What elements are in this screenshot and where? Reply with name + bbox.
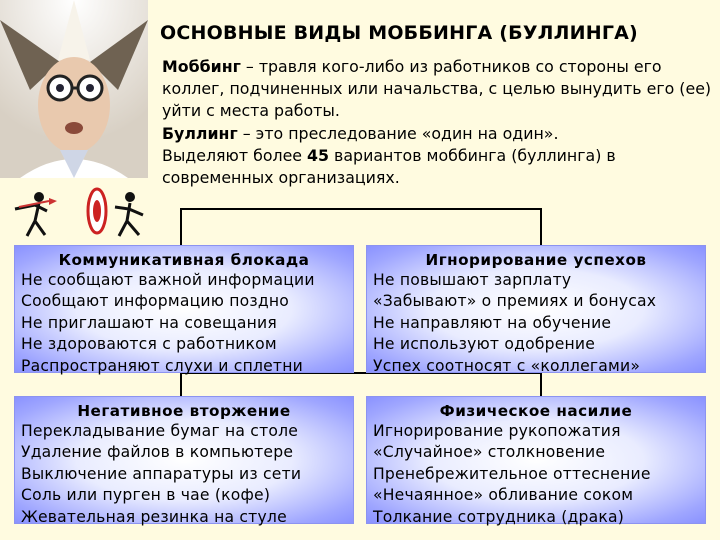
category-item: Сообщают информацию поздно xyxy=(21,292,289,311)
bullying-definition: – это преследование «один на один». xyxy=(237,123,559,143)
category-item: Выключение аппаратуры из сети xyxy=(21,464,302,483)
category-item: Пренебрежительное оттеснение xyxy=(373,464,651,483)
fight-target-clipart xyxy=(5,181,155,241)
category-item: Соль или пурген в чае (кофе) xyxy=(21,486,271,505)
mobbing-definition: – травля кого-либо из работников со стороны его коллег, подчиненных или начальства, с целью вынудить его (ее) уйти с места работы. xyxy=(162,57,712,121)
category-item: Толкание сотрудника (драка) xyxy=(373,507,625,526)
mobbing-term: Моббинг xyxy=(162,57,241,76)
connector-line xyxy=(540,208,542,245)
category-item: Не сообщают важной информации xyxy=(21,271,315,289)
category-box-physical-violence xyxy=(366,396,706,524)
category-title: Негативное вторжение xyxy=(77,402,291,420)
category-title: Коммуникативная блокада xyxy=(58,251,310,269)
category-title: Игнорирование успехов xyxy=(425,251,647,269)
category-item: Удаление файлов в компьютере xyxy=(21,443,294,462)
category-item: Жевательная резинка на стуле xyxy=(21,507,287,526)
category-item: Не приглашают на совещания xyxy=(21,313,277,332)
category-item: Игнорирование рукопожатия xyxy=(373,422,621,440)
category-item: Успех соотносят с «коллегами» xyxy=(373,356,641,375)
category-item: Не здороваются с работником xyxy=(21,335,277,354)
variants-count: 45 xyxy=(307,145,330,165)
category-box-communication-blockade xyxy=(14,245,354,373)
intro-text xyxy=(162,56,718,189)
variants-prefix: Выделяют более xyxy=(162,145,308,165)
category-item: Распространяют слухи и сплетни xyxy=(21,356,303,375)
category-title: Физическое насилие xyxy=(439,402,633,420)
category-box-negative-intrusion xyxy=(14,396,354,524)
category-item: Перекладывание бумаг на столе xyxy=(21,422,299,440)
variants-suffix: вариантов моббинга (буллинга) в современных организациях. xyxy=(162,145,616,188)
category-item: «Нечаянное» обливание соком xyxy=(373,486,634,505)
bullying-term: Буллинг xyxy=(162,123,238,143)
category-box-ignoring-success xyxy=(366,245,706,373)
connector-line xyxy=(180,208,182,245)
category-item: Не направляют на обучение xyxy=(373,313,612,332)
category-item: «Забывают» о премиях и бонусах xyxy=(373,292,657,311)
page-title: ОСНОВНЫЕ ВИДЫ МОББИНГА (БУЛЛИНГА) xyxy=(160,22,638,44)
category-item: Не используют одобрение xyxy=(373,335,596,354)
connector-line xyxy=(180,208,542,210)
shocked-man-image xyxy=(0,0,148,178)
category-item: Не повышают зарплату xyxy=(373,271,572,289)
category-item: «Случайное» столкновение xyxy=(373,443,606,462)
